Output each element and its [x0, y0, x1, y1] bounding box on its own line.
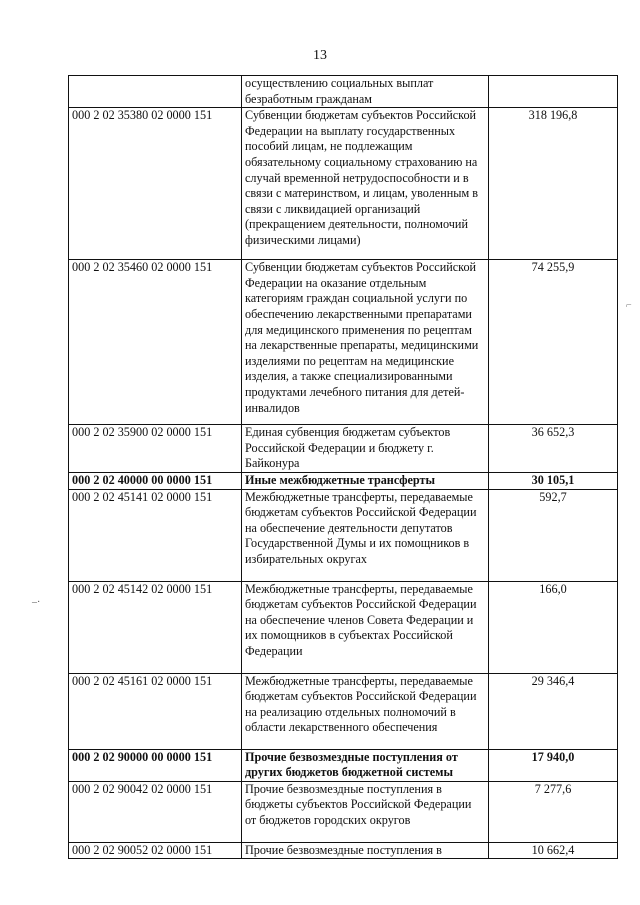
row-code: 000 2 02 90042 02 0000 151 [69, 781, 242, 842]
row-amount: 7 277,6 [489, 781, 618, 842]
row-amount [489, 76, 618, 108]
row-code: 000 2 02 90000 00 0000 151 [69, 749, 242, 781]
row-name: Иные межбюджетные трансферты [242, 472, 489, 489]
table-row [69, 76, 618, 108]
row-name: Межбюджетные трансферты, передаваемые бюджетам субъектов Российской Федерации на обеспечение членов Совета Федерации и их помощников в субъектах Российской Федерации [242, 581, 489, 673]
table-row [69, 425, 618, 473]
row-name: Межбюджетные трансферты, передаваемые бюджетам субъектов Российской Федерации на реализацию отдельных полномочий в области лекарственного обеспечения [242, 673, 489, 749]
row-name: Прочие безвозмездные поступления в бюджеты субъектов Российской Федерации от бюджетов городских округов [242, 781, 489, 842]
row-name: осуществлению социальных выплат безработным гражданам [242, 76, 489, 108]
row-name: Единая субвенция бюджетам субъектов Российской Федерации и бюджету г. Байконура [242, 425, 489, 473]
table-row [69, 108, 618, 260]
row-name: Прочие безвозмездные поступления от других бюджетов бюджетной системы [242, 749, 489, 781]
budget-table [68, 75, 618, 859]
row-amount: 29 346,4 [489, 673, 618, 749]
row-code: 000 2 02 35460 02 0000 151 [69, 260, 242, 425]
row-code: 000 2 02 45141 02 0000 151 [69, 489, 242, 581]
row-name: Субвенции бюджетам субъектов Российской Федерации на выплату государственных пособий лицам, не подлежащим обязательному социальному страхованию на случай временной нетрудоспособности и в связи с материнством, и лицам, уволенным в связи с ликвидацией организаций (прекращением деятельности, полномочий физическими лицами) [242, 108, 489, 260]
table-row [69, 581, 618, 673]
row-amount: 36 652,3 [489, 425, 618, 473]
page-number: 13 [313, 48, 327, 63]
margin-mark: ⌐ [626, 300, 632, 311]
row-amount: 74 255,9 [489, 260, 618, 425]
row-amount: 30 105,1 [489, 472, 618, 489]
row-name: Субвенции бюджетам субъектов Российской Федерации на оказание отдельным категориям граждан социальной услуги по обеспечению лекарственными препаратами для медицинского применения по рецептам на лекарственные препараты, медицинскими изделиями по рецептам на медицинские изделия, а также специализированными продуктами лечебного питания для детей-инвалидов [242, 260, 489, 425]
row-code: 000 2 02 35380 02 0000 151 [69, 108, 242, 260]
row-amount: 318 196,8 [489, 108, 618, 260]
row-code [69, 76, 242, 108]
row-code: 000 2 02 45142 02 0000 151 [69, 581, 242, 673]
row-amount: 166,0 [489, 581, 618, 673]
table-row [69, 260, 618, 425]
margin-mark: ‒· [32, 597, 41, 608]
table-row [69, 673, 618, 749]
table-row [69, 472, 618, 489]
row-amount: 17 940,0 [489, 749, 618, 781]
row-code: 000 2 02 90052 02 0000 151 [69, 842, 242, 859]
row-code: 000 2 02 45161 02 0000 151 [69, 673, 242, 749]
table-row [69, 489, 618, 581]
row-code: 000 2 02 35900 02 0000 151 [69, 425, 242, 473]
row-name: Прочие безвозмездные поступления в [242, 842, 489, 859]
row-amount: 10 662,4 [489, 842, 618, 859]
row-name: Межбюджетные трансферты, передаваемые бюджетам субъектов Российской Федерации на обеспечение деятельности депутатов Государственной Думы и их помощников в избирательных округах [242, 489, 489, 581]
row-code: 000 2 02 40000 00 0000 151 [69, 472, 242, 489]
table-row [69, 842, 618, 859]
row-amount: 592,7 [489, 489, 618, 581]
table-row [69, 749, 618, 781]
table-row [69, 781, 618, 842]
